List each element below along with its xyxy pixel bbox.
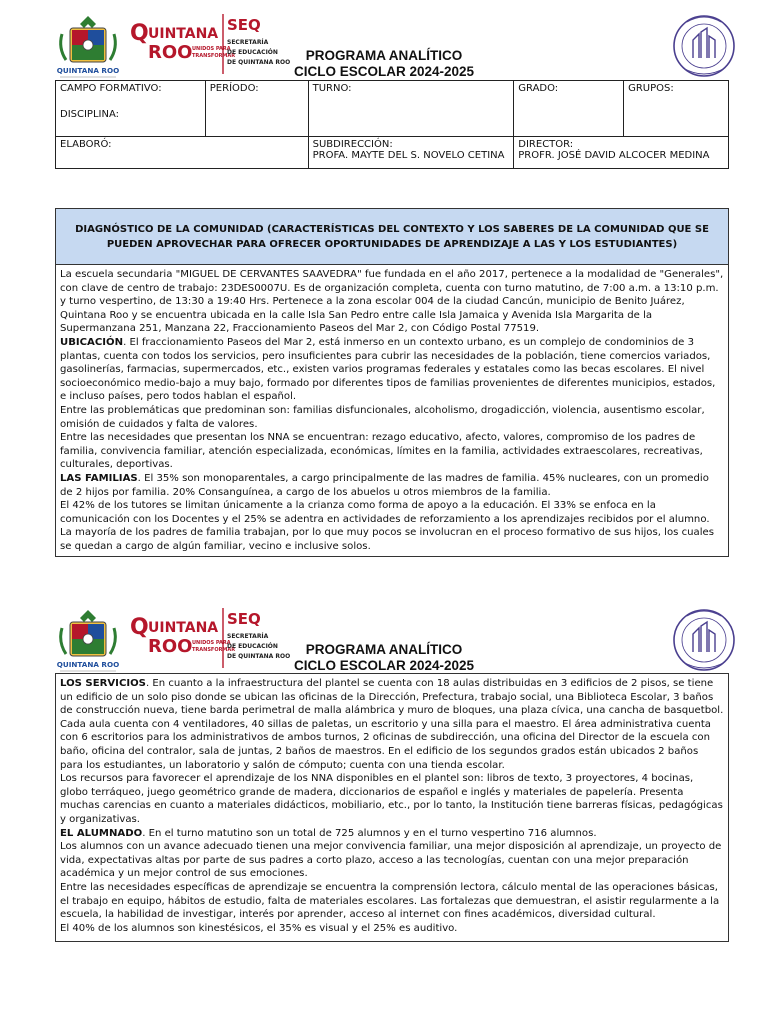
- program-info-table: [55, 80, 729, 169]
- quintana-roo-seal-logo: [52, 608, 124, 676]
- page2-paragraph: Los recursos para favorecer el aprendizaje de los NNA disponibles en el plantel son: libros de texto, 3 proyectores, 4 bocinas, globo terráqueo, juego geométrico grande de madera, diccionarios de español e inglés y materiales de papelería. Presenta muchas carencias en cuanto a materiales didácticos, mobiliario, etc., por lo tanto, la Institución tiene barreras físicas, pedagógicas y organizativas.: [60, 773, 723, 825]
- svg-text:UNIDOS PARA: UNIDOS PARA: [192, 640, 231, 646]
- document-title: [280, 642, 488, 674]
- svg-text:ROO: ROO: [148, 636, 193, 657]
- grupos-cell: GRUPOS:: [624, 81, 729, 137]
- page2-paragraph: [60, 677, 724, 772]
- grado-cell: GRADO:: [514, 81, 624, 137]
- diagnostico-paragraph: [60, 336, 724, 404]
- diagnostico-paragraph: El 42% de los tutores se limitan únicamente a la crianza como forma de apoyo a la educación. El 33% se enfoca en la comunicación con los Docentes y el 25% se adentra en actividades de reforzamiento a los aprendizajes recibidos por el alumno.: [60, 500, 710, 525]
- campo-formativo-label: CAMPO FORMATIVO:: [60, 83, 162, 94]
- svg-text:SEQ: SEQ: [227, 610, 261, 628]
- familias-text: . El 35% son monoparentales, a cargo principalmente de las madres de familia. 45% nucleares, con un promedio de 2 hijos por familia. 20% Consanguínea, a cargo de los abuelos u otros miembros de la familia.: [60, 472, 709, 498]
- svg-text:DE EDUCACIÓN: DE EDUCACIÓN: [227, 49, 278, 56]
- servicios-text: . En cuanto a la infraestructura del plantel se cuenta con 18 aulas distribuidas en 3 edificios de 2 pisos, se tiene un edificio de un solo piso donde se ubican las oficinas de la Dirección, Prefectura, trabajo social, una Biblioteca Escolar, 3 baños de construcción nueva, tiene barda perimetral de malla alámbrica y muro de bloques, una plaza cívica, una cancha de basquetbol. Cada aula cuenta con 4 ventiladores, 40 sillas de paletas, un escritorio y una silla para el maestro. El área administrativa cuenta con 6 escritorios para los administrativos de ambos turnos, 2 oficinas de subdirección, una oficina del Director de la escuela con baño, oficina del contralor, sala de juntas, 2 baños de maestros. En el edificio de los segundos grados están ubicados 2 baños para los estudiantes, un laboratorio y salón de cómputo; cuenta con una tienda escolar.: [60, 678, 724, 771]
- svg-text:UINTANA: UINTANA: [148, 620, 219, 636]
- svg-text:TRANSFORMAR: TRANSFORMAR: [192, 647, 236, 653]
- title-line-1: PROGRAMA ANALÍTICO: [305, 642, 463, 657]
- diagnostico-paragraph: La mayoría de los padres de familia trabajan, por lo que muy pocos se involucran en el proceso formativo de sus hijos, los cuales se quedan a cargo de algún familiar, vecino e inclusive solos.: [60, 527, 715, 552]
- svg-text:Q: Q: [130, 21, 149, 46]
- director-cell: [514, 137, 729, 169]
- page2-paragraph: Entre las necesidades específicas de aprendizaje se encuentra la comprensión lectora, cálculo mental de las operaciones básicas, el trabajo en equipo, hábitos de estudio, falta de materiales escolares. Las fortalezas que demuestran, el asistir regularmente a la escuela, la habilidad de investigar, interés por aprender, acceso al internet con fines académicos, diversidad cultural.: [60, 881, 720, 921]
- quintana-roo-wordmark-logo: [128, 14, 236, 76]
- svg-text:SEQ: SEQ: [227, 16, 261, 34]
- document-title: [280, 48, 488, 80]
- familias-lead: LAS FAMILIAS: [60, 472, 138, 484]
- svg-text:Q: Q: [130, 615, 149, 640]
- quintana-roo-seal-logo: [52, 14, 124, 82]
- diagnostico-paragraph: Entre las problemáticas que predominan son: familias disfuncionales, alcoholismo, drogadicción, violencia, ausentismo escolar, omisión de cuidados y falta de valores.: [60, 404, 705, 430]
- svg-text:UINTANA: UINTANA: [148, 26, 219, 42]
- alumnado-lead: EL ALUMNADO: [60, 827, 143, 839]
- svg-text:UNIDOS PARA: UNIDOS PARA: [192, 46, 231, 52]
- diagnostico-body: [56, 265, 728, 556]
- diagnostico-paragraph: Entre las necesidades que presentan los NNA se encuentran: rezago educativo, afecto, valores, compromiso de los padres de familia, convivencia familiar, atención especializada, económicas, límites en la familia, actividades extraescolares, recreativas, culturales, deportivas.: [60, 432, 703, 471]
- page2-paragraph: [60, 827, 724, 841]
- diagnostico-heading: DIAGNÓSTICO DE LA COMUNIDAD (CARACTERÍSTICAS DEL CONTEXTO Y LOS SABERES DE LA COMUNIDAD QUE SE PUEDEN APROVECHAR PARA OFRECER OPORTUNIDADES DE APRENDIZAJE A LAS Y LOS ESTUDIANTES): [56, 209, 728, 265]
- disciplina-label: DISCIPLINA:: [60, 109, 119, 120]
- alumnado-text: . En el turno matutino son un total de 725 alumnos y en el turno vespertino 716 alumnos.: [142, 827, 597, 839]
- diagnostico-paragraph: [60, 472, 724, 499]
- diagnostico-section: [55, 208, 729, 557]
- subdireccion-name: PROFA. MAYTE DEL S. NOVELO CETINA: [312, 150, 505, 161]
- school-seal-logo: [667, 604, 741, 676]
- svg-text:TRANSFORMAR: TRANSFORMAR: [192, 53, 236, 59]
- svg-text:DE QUINTANA ROO: DE QUINTANA ROO: [227, 653, 291, 660]
- subdireccion-label: SUBDIRECCIÓN:: [312, 139, 393, 150]
- svg-text:DE QUINTANA ROO: DE QUINTANA ROO: [227, 59, 291, 66]
- svg-text:SECRETARÍA: SECRETARÍA: [227, 633, 269, 640]
- title-line-1: PROGRAMA ANALÍTICO: [305, 48, 463, 63]
- school-seal-logo: [667, 10, 741, 82]
- ubicacion-text: . El fraccionamiento Paseos del Mar 2, está inmerso en un contexto urbano, es un complejo de condominios de 3 plantas, cuenta con todos los servicios, pero insuficientes para cubrir las necesidades de la población, tiene comercios variados, gasolinerías, farmacias, supermercados, etc., existen varios programas federales y estatales como las becas escolares. El nivel socioeconómico medio-bajo a muy bajo, formado por diferentes tipos de familias provenientes de diferentes municipios, estados, e incluso países, pero todos hablan el español.: [60, 336, 716, 403]
- subdireccion-cell: [308, 137, 514, 169]
- page2-paragraph: Los alumnos con un avance adecuado tienen una mejor convivencia familiar, una mejor disposición al aprendizaje, un proyecto de vida, expectativas altas por parte de sus padres a corto plazo, acceso a las tecnologías, cuentan con una mejor preparación académica y un mejor control de sus emociones.: [60, 841, 722, 880]
- turno-cell: TURNO:: [308, 81, 514, 137]
- page2-header: [0, 604, 768, 674]
- servicios-alumnado-section: [55, 673, 729, 942]
- director-name: PROFR. JOSÉ DAVID ALCOCER MEDINA: [518, 150, 710, 161]
- title-line-2: CICLO ESCOLAR 2024-2025: [293, 64, 475, 79]
- director-label: DIRECTOR:: [518, 139, 574, 150]
- elaboro-cell: ELABORÓ:: [56, 137, 309, 169]
- svg-text:QUINTANA ROO: QUINTANA ROO: [56, 66, 120, 75]
- campo-disciplina-cell: [56, 81, 206, 137]
- svg-text:QUINTANA ROO: QUINTANA ROO: [56, 660, 120, 669]
- page1-header: [0, 10, 768, 80]
- title-line-2: CICLO ESCOLAR 2024-2025: [293, 658, 475, 673]
- page2-paragraph: El 40% de los alumnos son kinestésicos, el 35% es visual y el 25% es auditivo.: [60, 922, 458, 934]
- diagnostico-paragraph: La escuela secundaria "MIGUEL DE CERVANTES SAAVEDRA" fue fundada en el año 2017, pertenece a la modalidad de "Generales", con clave de centro de trabajo: 23DES0007U. Es de organización completa, cuenta con turno matutino, de 7:00 a.m. a 13:10 p.m. y turno vespertino, de 13:30 a 19:40 Hrs. Pertenece a la zona escolar 004 de la ciudad Cancún, municipio de Benito Juárez, Quintana Roo y se encuentra ubicada en la calle Isla San Pedro entre calle Isla Jamaica y Avenida Isla Margarita de la Supermanzana 251, Manzana 22, Fraccionamiento Paseos del Mar 2, con Código Postal 77519.: [60, 269, 724, 335]
- svg-text:SECRETARÍA: SECRETARÍA: [227, 39, 269, 46]
- servicios-lead: LOS SERVICIOS: [60, 678, 146, 689]
- svg-text:ROO: ROO: [148, 42, 193, 63]
- ubicacion-lead: UBICACIÓN: [60, 336, 124, 348]
- periodo-cell: PERÍODO:: [205, 81, 308, 137]
- quintana-roo-wordmark-logo: [128, 608, 236, 670]
- svg-text:DE EDUCACIÓN: DE EDUCACIÓN: [227, 643, 278, 650]
